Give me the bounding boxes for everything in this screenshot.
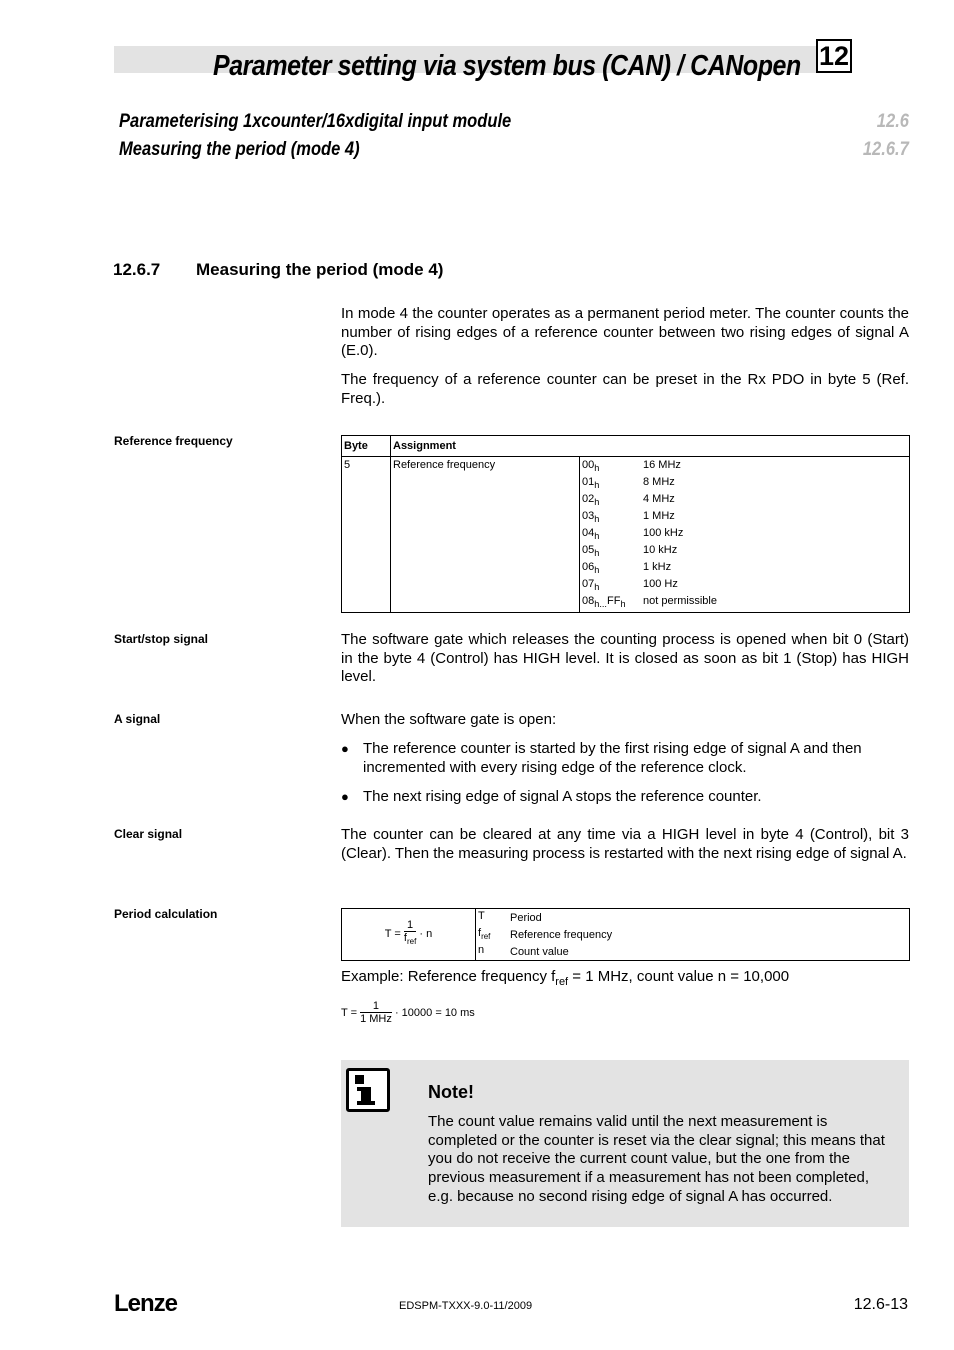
code-text: 06 xyxy=(582,561,595,573)
formula-fraction xyxy=(404,920,416,948)
codes-table xyxy=(580,459,909,612)
page-number: 12.6-13 xyxy=(853,1296,908,1313)
table-row xyxy=(580,527,909,544)
side-label-period-calculation: Period calculation xyxy=(114,907,218,921)
example-pre: Example: Reference frequency f xyxy=(341,968,556,985)
calc-eq2: = xyxy=(435,1006,442,1019)
formula-numerator: 1 xyxy=(404,920,416,932)
code-value: 100 kHz xyxy=(643,527,684,539)
table-row xyxy=(580,544,909,561)
calc-fraction xyxy=(360,1001,392,1025)
code-value: 4 MHz xyxy=(643,493,675,505)
note-text: The count value remains valid until the next measurement is completed or the counter is reset via the clear signal; this means that you do not receive the current count value, but the one from the previous measurement if a measurement has not been completed, e.g. because no second rising edge of signal A has occurred. xyxy=(428,1113,885,1205)
subheading-module: Parameterising 1xcounter/16xdigital input module xyxy=(119,111,512,132)
table-row xyxy=(580,510,909,527)
example-line xyxy=(341,968,909,992)
symbols-cell xyxy=(476,909,910,961)
code-sub: h xyxy=(594,582,600,593)
cell-byte: 5 xyxy=(342,457,391,613)
col-header-byte: Byte xyxy=(342,436,391,457)
code-text: 05 xyxy=(582,544,595,556)
clear-paragraph: The counter can be cleared at any time via a HIGH level in byte 4 (Control), bit 3 (Clear). Then the measuring process is restarted with the next rising edge of signal A. xyxy=(341,826,909,862)
symbol-desc: Count value xyxy=(510,945,569,958)
code-text: 02 xyxy=(582,493,595,505)
note-title: Note! xyxy=(428,1082,474,1102)
document-id: EDSPM-TXXX-9.0-11/2009 xyxy=(399,1300,533,1312)
cell-assignment: Reference frequency xyxy=(391,457,580,613)
code-value: 1 MHz xyxy=(643,510,675,522)
side-label-reference-frequency: Reference frequency xyxy=(114,434,233,448)
code-value: 1 kHz xyxy=(643,561,672,573)
symbol: f xyxy=(478,927,482,940)
example-sub: ref xyxy=(555,976,569,988)
code-text: 08 xyxy=(582,595,595,607)
code-text: 04 xyxy=(582,527,595,539)
chapter-number-box: 12 xyxy=(816,39,852,73)
lenze-logo: Lenze xyxy=(114,1290,178,1317)
code-sub: h xyxy=(594,480,600,491)
info-icon xyxy=(346,1068,390,1112)
start-stop-paragraph: The software gate which releases the counting process is opened when bit 0 (Start) in the byte 4 (Control) has HIGH level. It is closed as soon as bit 1 (Stop) has HIGH level. xyxy=(341,631,909,686)
intro-paragraph-2: The frequency of a reference counter can be preset in the Rx PDO in byte 5 (Ref. Freq.). xyxy=(341,371,909,407)
calc-result: 10 ms xyxy=(444,1006,475,1019)
code-value: 8 MHz xyxy=(643,476,675,488)
section-number: 12.6.7 xyxy=(113,260,161,279)
calc-numerator: 1 xyxy=(360,1001,392,1013)
formula-cell xyxy=(342,909,476,961)
table-row xyxy=(478,943,612,960)
side-label-start-stop: Start/stop signal xyxy=(114,632,209,646)
table-row xyxy=(478,926,612,943)
code-sub: h xyxy=(594,514,600,525)
formula-lhs: T xyxy=(384,928,392,941)
bullet-text: The reference counter is started by the first rising edge of signal A and then incremented with every rising edge of the reference clock. xyxy=(363,740,862,776)
code-sub: h xyxy=(594,531,600,542)
reference-frequency-table xyxy=(341,435,910,613)
code-text: 01 xyxy=(582,476,595,488)
table-row xyxy=(580,578,909,595)
code-sub: h xyxy=(594,463,600,474)
symbol-sub: ref xyxy=(481,932,491,942)
code-sub: h xyxy=(594,565,600,576)
col-header-assignment: Assignment xyxy=(391,436,910,457)
code-text: 00 xyxy=(582,459,595,471)
code-sub: h xyxy=(594,548,600,559)
list-item xyxy=(341,788,909,807)
period-formula-table xyxy=(341,908,910,961)
subheading-mode: Measuring the period (mode 4) xyxy=(119,139,360,160)
cell-codes xyxy=(580,457,910,613)
bullet-icon: ● xyxy=(341,789,349,804)
symbol-desc: Reference frequency xyxy=(510,928,613,941)
example-calculation xyxy=(341,1001,475,1025)
table-row xyxy=(478,909,612,926)
intro-paragraph-1: In mode 4 the counter operates as a permanent period meter. The counter counts the number of rising edges of a reference counter between two rising edges of signal A (E.0). xyxy=(341,305,909,360)
code-value: not permissible xyxy=(643,595,717,607)
code-sub: h... xyxy=(594,599,607,610)
bullet-icon: ● xyxy=(341,741,349,756)
symbol: n xyxy=(478,944,485,957)
example-post: = 1 MHz, count value n = 10,000 xyxy=(568,968,790,985)
subheading-module-number: 12.6 xyxy=(876,111,909,132)
side-label-clear-signal: Clear signal xyxy=(114,827,183,841)
chapter-title: Parameter setting via system bus (CAN) / CANopen xyxy=(213,50,801,82)
code-text: FF xyxy=(606,595,621,607)
code-value: 100 Hz xyxy=(643,578,678,590)
code-sub: h xyxy=(620,599,626,610)
bullet-text: The next rising edge of signal A stops the reference counter. xyxy=(363,788,762,805)
symbol: T xyxy=(478,910,485,923)
calc-lhs: T xyxy=(341,1006,348,1019)
formula-den-main: f xyxy=(403,932,407,945)
symbols-table xyxy=(478,909,612,960)
code-sub: h xyxy=(594,497,600,508)
code-value: 10 kHz xyxy=(643,544,678,556)
table-row xyxy=(580,493,909,510)
code-text: 03 xyxy=(582,510,595,522)
table-row xyxy=(580,595,909,612)
calc-eq: = xyxy=(350,1006,358,1019)
calc-denominator: 1 MHz xyxy=(360,1013,392,1025)
subheading-mode-number: 12.6.7 xyxy=(863,139,909,160)
formula-tail: · n xyxy=(419,928,433,941)
table-row xyxy=(580,561,909,578)
calc-tail: · 10000 xyxy=(394,1006,433,1019)
formula-den-sub: ref xyxy=(406,937,417,947)
table-row xyxy=(580,476,909,493)
formula-eq: = xyxy=(394,928,401,941)
code-text: 07 xyxy=(582,578,595,590)
table-row xyxy=(580,459,909,476)
code-value: 16 MHz xyxy=(643,459,681,471)
side-label-a-signal: A signal xyxy=(114,712,161,726)
symbol-desc: Period xyxy=(510,911,542,924)
formula-denominator xyxy=(404,932,416,948)
section-title: Measuring the period (mode 4) xyxy=(196,260,444,279)
a-signal-intro: When the software gate is open: xyxy=(341,711,557,728)
list-item xyxy=(341,740,909,777)
